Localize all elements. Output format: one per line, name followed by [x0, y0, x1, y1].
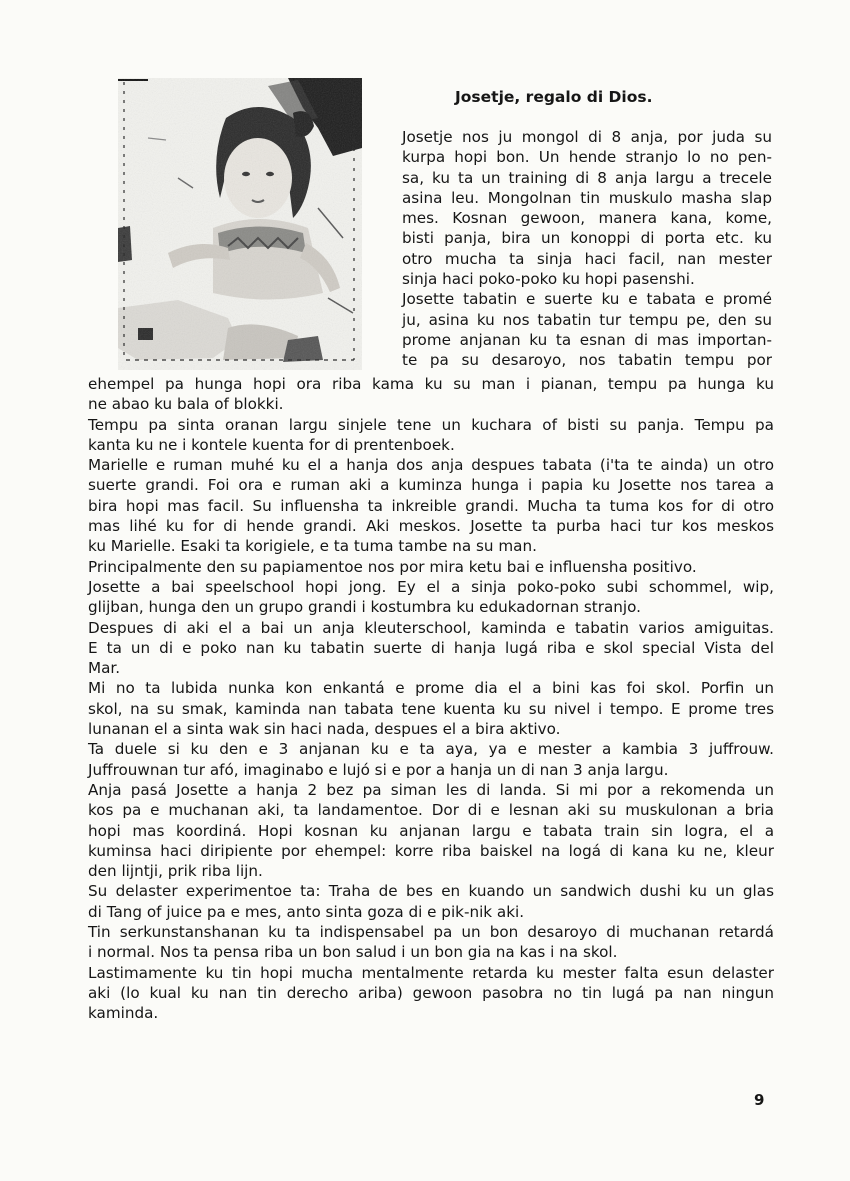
photo-image: [118, 78, 362, 370]
text-line: i normal. Nos ta pensa riba un bon salud i un bon gia na kas i na skol.: [88, 943, 618, 962]
text-line: kanta ku ne i kontele kuenta for di prentenboek.: [88, 435, 455, 454]
body-text-full-width: [88, 374, 774, 1024]
text-line: Josette a bai speelschool hopi jong. Ey el a sinja poko-poko subi schommel, wip,: [88, 577, 774, 596]
text-line: bira hopi mas facil. Su influensha ta inkreible grandi. Mucha ta tuma kos for di otro: [88, 496, 774, 515]
text-line: Lastimamente ku tin hopi mucha mentalmente retarda ku mester falta esun delaster: [88, 963, 774, 982]
text-line: Mar.: [88, 659, 121, 678]
text-line: di Tang of juice pa e mes, anto sinta goza di e pik-nik aki.: [88, 902, 525, 921]
text-line: Ta duele si ku den e 3 anjanan ku e ta aya, ya e mester a kambia 3 juffrouw.: [88, 740, 774, 759]
text-line: ne abao ku bala of blokki.: [88, 395, 284, 414]
text-line: kuminsa haci diripiente por ehempel: korre riba baiskel na logá di kana ku ne, kleur: [88, 841, 774, 860]
text-line: Josetje nos ju mongol di 8 anja, por juda su: [402, 128, 772, 146]
text-line: mes. Kosnan gewoon, manera kana, kome,: [402, 209, 772, 228]
text-line: Tempu pa sinta oranan largu sinjele tene un kuchara of bisti su panja. Tempu pa: [88, 415, 774, 434]
text-line: mas lihé ku for di hende grandi. Aki meskos. Josette ta purba haci tur kos meskos: [88, 517, 774, 536]
text-line: hopi mas koordiná. Hopi kosnan ku anjanan largu e tabata train sin logra, el a: [88, 821, 774, 840]
text-line: Josette tabatin e suerte ku e tabata e promé: [402, 290, 772, 309]
text-line: Tin serkunstanshanan ku ta indispensabel pa un bon desaroyo di muchanan retardá: [88, 923, 774, 942]
text-line: Mi no ta lubida nunka kon enkantá e prome dia el a bini kas foi skol. Porfin un: [88, 679, 774, 698]
text-line: otro mucha ta sinja haci facil, nan mester: [402, 249, 772, 268]
text-line: Despues di aki el a bai un anja kleuterschool, kaminda e tabatin varios amiguitas.: [88, 618, 774, 637]
text-line: aki (lo kual ku nan tin derecho ariba) gewoon pasobra no tin lugá pa nan ningun: [88, 983, 774, 1002]
text-line: bisti panja, bira un konoppi di porta etc. ku: [402, 229, 772, 248]
text-line: prome anjanan ku ta esnan di mas importan-: [402, 330, 772, 349]
text-line: ehempel pa hunga hopi ora riba kama ku su man i pianan, tempu pa hunga ku: [88, 375, 774, 393]
text-line: Marielle e ruman muhé ku el a hanja dos anja despues tabata (i'ta te ainda) un otro: [88, 456, 774, 475]
text-line: kos pa e muchanan aki, ta landamentoe. Dor di e lesnan aki su muskulonan a bria: [88, 801, 774, 820]
text-line: asina leu. Mongolnan tin muskulo masha slap: [402, 188, 772, 207]
child-photo: [118, 78, 362, 370]
text-line: suerte grandi. Foi ora e ruman aki a kuminza hunga i papia ku Josette nos tarea a: [88, 476, 774, 495]
body-column-right: [402, 127, 772, 371]
text-line: kaminda.: [88, 1004, 159, 1023]
text-line: Su delaster experimentoe ta: Traha de bes en kuando un sandwich dushi ku un glas: [88, 882, 774, 901]
text-line: glijban, hunga den un grupo grandi i kostumbra ku edukadornan stranjo.: [88, 598, 642, 617]
text-line: Anja pasá Josette a hanja 2 bez pa siman les di landa. Si mi por a rekomenda un: [88, 780, 774, 799]
text-line: Principalmente den su papiamentoe nos por mira ketu bai e influensha positivo.: [88, 557, 697, 576]
text-line: te pa su desaroyo, nos tabatin tempu por: [402, 351, 772, 370]
text-line: Juffrouwnan tur afó, imaginabo e lujó si e por a hanja un di nan 3 anja largu.: [88, 760, 669, 779]
page-number: 9: [754, 1091, 765, 1109]
text-line: ju, asina ku nos tabatin tur tempu pe, den su: [402, 310, 772, 329]
text-line: sinja haci poko-poko ku hopi pasenshi.: [402, 270, 695, 289]
article-title: Josetje, regalo di Dios.: [455, 88, 653, 106]
text-line: lunanan el a sinta wak sin haci nada, despues el a bira aktivo.: [88, 720, 561, 739]
text-line: E ta un di e poko nan ku tabatin suerte di hanja lugá riba e skol special Vista del: [88, 638, 774, 657]
text-line: kurpa hopi bon. Un hende stranjo lo no pen-: [402, 148, 772, 167]
text-line: ku Marielle. Esaki ta korigiele, e ta tuma tambe na su man.: [88, 537, 537, 556]
text-line: skol, na su smak, kaminda nan tabata tene kuenta ku su nivel i tempo. E prome tres: [88, 699, 774, 718]
text-line: sa, ku ta un training di 8 anja largu a trecele: [402, 168, 772, 187]
text-line: den lijntji, prik riba lijn.: [88, 862, 263, 881]
